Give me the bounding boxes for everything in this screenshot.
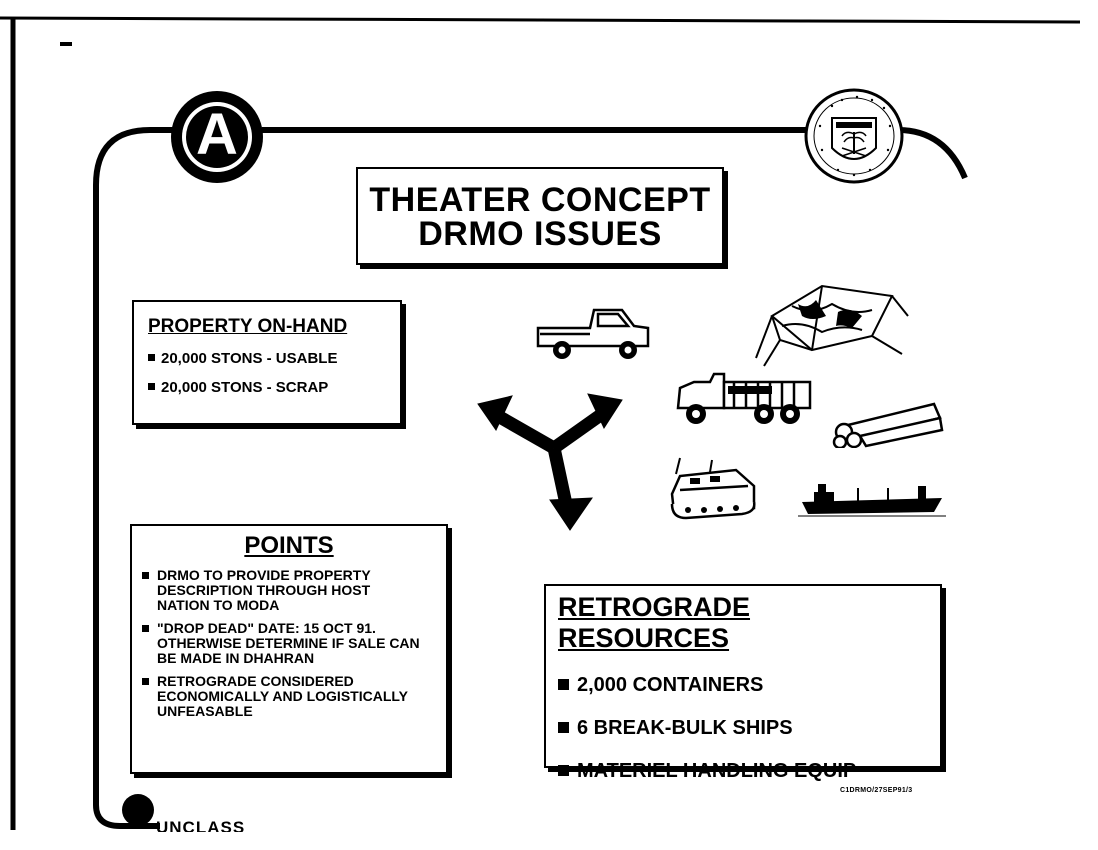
document-code: C1DRMO/27SEP91/3 (840, 787, 913, 794)
points-item: "DROP DEAD" DATE: 15 OCT 91. OTHERWISE DETERMINE IF SALE CAN BE MADE IN DHAHRAN (142, 621, 436, 666)
bullet (148, 354, 155, 361)
three-way-arrow-icon (470, 386, 630, 532)
patch-letter: A (196, 102, 238, 167)
pickup-truck-icon (534, 304, 652, 362)
property-on-hand-box (132, 300, 402, 425)
bullet (558, 679, 569, 690)
tent-icon (752, 276, 910, 368)
pipes-icon (830, 396, 946, 448)
property-item: 20,000 STONS - SCRAP (148, 379, 386, 396)
retrograde-resources-heading: RETROGRADE RESOURCES (558, 592, 751, 653)
bullet (142, 625, 149, 632)
title-line-2: DRMO ISSUES (418, 215, 662, 253)
points-box (130, 524, 448, 774)
points-item: DRMO TO PROVIDE PROPERTY DESCRIPTION THROUGH HOST NATION TO MODA (142, 568, 436, 613)
bullet (142, 678, 149, 685)
bullet (558, 722, 569, 733)
retrograde-resources-box (544, 584, 942, 782)
bullet (142, 572, 149, 579)
bullet (148, 383, 155, 390)
royal-saudi-seal-icon (802, 86, 906, 186)
points-heading: POINTS (244, 532, 334, 559)
points-item: RETROGRADE CONSIDERED ECONOMICALLY AND LOGISTICALLY UNFEASABLE (142, 674, 436, 719)
ship-icon (798, 474, 946, 518)
property-item: 20,000 STONS - USABLE (148, 350, 386, 367)
title-box (356, 167, 724, 265)
retrograde-item: MATERIEL HANDLING EQUIP (558, 760, 928, 783)
title-line-1: THEATER CONCEPT (369, 181, 711, 219)
third-army-patch-icon (168, 88, 266, 186)
retrograde-item: 6 BREAK-BULK SHIPS (558, 717, 928, 740)
property-on-hand-heading: PROPERTY ON-HAND (148, 316, 348, 337)
classification-marking: UNCLASS (156, 818, 246, 832)
cargo-truck-icon (674, 370, 814, 430)
tracked-vehicle-icon (666, 456, 760, 526)
bullet (558, 765, 569, 776)
retrograde-item: 2,000 CONTAINERS (558, 674, 928, 697)
